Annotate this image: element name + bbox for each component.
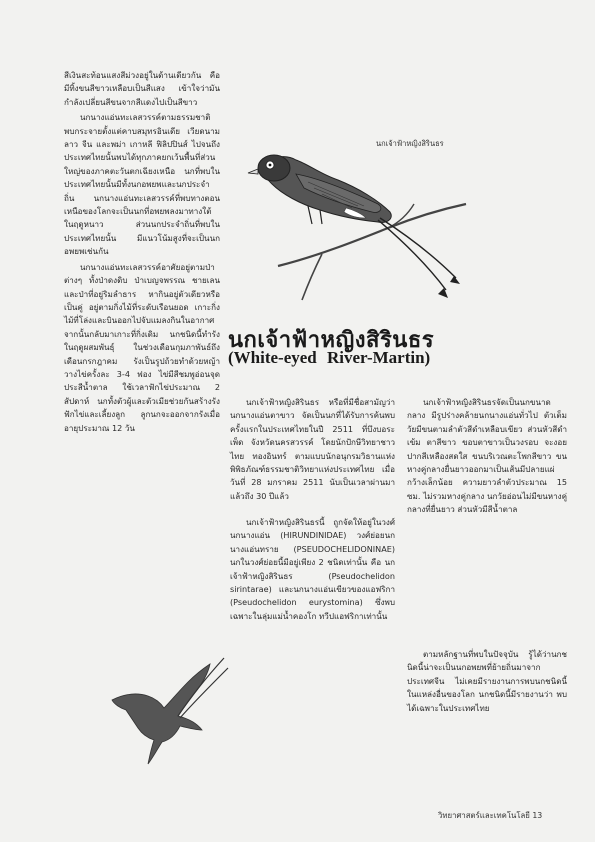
paragraph: สีเงินสะท้อนแสงสีม่วงอยู่ในด้านเดียวกัน คือ มีทิ้งขนสีขาวเหลือบเป็นสีแสง เข้าใจว่ามันกำลังเปลี่ยนสีขนจากสีแดงไปเป็นสีขาว: [64, 70, 220, 107]
left-text-column: [64, 69, 220, 435]
bird-silhouette-illustration: [104, 654, 232, 774]
right-text-column-top: [407, 396, 567, 517]
article-title-english: (White-eyed River-Martin): [228, 348, 431, 367]
paragraph: ตามหลักฐานที่พบในปัจจุบัน รู้ได้ว่านกชนิดนี้น่าจะเป็นนกอพยพที่ย้ายถิ่นมาจากประเทศจีน ไม่เคยมีรายงานการพบนกชนิดนี้ในแหล่งอื่นของโลก นกชนิดนี้มีรายงานว่า พบได้เฉพาะในประเทศไทย: [407, 649, 567, 713]
page-footer: วิทยาศาสตร์และเทคโนโลยี 13: [438, 811, 543, 820]
article-title-thai: นกเจ้าฟ้าหญิงสิรินธร: [228, 328, 435, 353]
paragraph: นกเจ้าฟ้าหญิงสิรินธรจัดเป็นนกขนาดกลาง มีรูปร่างคล้ายนกนางแอ่นทั่วไป ตัวเต็มวัยมีขนตามลำตัวสีดำเหลือบเขียว ส่วนหัวสีดำเข้ม ตาสีขาว ขอบตาขาวเป็นวงรอบ จะงอยปากสีเหลืองสดใส ขนบริเวณตะโพกสีขาว ขนหางคู่กลางยื่นยาวออกมาเป็นเส้นมีปลายแผ่กว้างเล็กน้อย ความยาวลำตัวประมาณ 15 ซม. ไม่รวมหางคู่กลาง นกวัยอ่อนไม่มีขนหางคู่กลางที่ยื่นยาว ส่วนหัวมีสีน้ำตาล: [407, 397, 567, 515]
right-text-column-bottom: [407, 648, 567, 715]
middle-text-column-bottom: [230, 516, 395, 623]
paragraph: นกเจ้าฟ้าหญิงสิรินธรนี้ ถูกจัดให้อยู่ในวงศ์นกนางแอ่น (HIRUNDINIDAE) วงศ์ย่อยนกนางแอ่นทราย (PSEUDOCHELIDONINAE) นกในวงศ์ย่อยนี้มีอยู่เพียง 2 ชนิดเท่านั้น คือ นกเจ้าฟ้าหญิงสิรินธร (Pseudochelidon sirintarae) และนกนางแอ่นเขียวของแอฟริกา (Pseudochelidon eurystomina) ซึ่งพบเฉพาะในลุ่มแม่น้ำคองโก ทวีปแอฟริกาเท่านั้น: [230, 517, 395, 621]
bird-caption: นกเจ้าฟ้าหญิงสิรินธร: [376, 139, 444, 148]
bird-illustration: [238, 148, 478, 312]
paragraph: นกนางแอ่นทะเลสวรรค์อาศัยอยู่ตามป่าต่างๆ ทั้งป่าดงดิบ ป่าเบญจพรรณ ชายเลนและป่าที่อยู่ริมลำธาร หากินอยู่ตัวเดียวหรือเป็นคู่ อยู่ตามกิ่งไม้ที่ระดับเรือนยอด เกาะกิ่งไม้ที่โล่งและบินออกไปจับแมลงกินในอากาศ จากนั้นกลับมาเกาะที่กิ่งเดิม นกชนิดนี้ทำรังในฤดูผสมพันธุ์ ในช่วงเดือนกุมภาพันธ์ถึงเดือนกรกฎาคม รังเป็นรูปถ้วยทำด้วยหญ้า วางไข่ครั้งละ 3-4 ฟอง ไข่มีสีชมพูอ่อนจุดประสีน้ำตาล ใช้เวลาฟักไข่ประมาณ 2 สัปดาห์ นกทั้งตัวผู้และตัวเมียช่วยกันสร้างรัง ฟักไข่และเลี้ยงลูก ลูกนกจะออกจากรังเมื่ออายุประมาณ 12 วัน: [64, 261, 220, 433]
paragraph: นกเจ้าฟ้าหญิงสิรินธร หรือที่มีชื่อสามัญว่า นกนางแอ่นตาขาว จัดเป็นนกที่ได้รับการค้นพบครั้งแรกในประเทศไทยในปี 2511 ที่บึงบอระเพ็ด จังหวัดนครสวรรค์ โดยนักปักษีวิทยาชาวไทย ทองอินทร์ ตามแบบนักอนุกรมวิธานแห่งพิพิธภัณฑ์ธรรมชาติวิทยาแห่งประเทศไทย เมื่อวันที่ 28 มกราคม 2511 นับเป็นเวลาผ่านมาแล้วถึง 30 ปีแล้ว: [230, 397, 395, 501]
middle-text-column-top: [230, 396, 395, 503]
paragraph: นกนางแอ่นทะเลสวรรค์ตามธรรมชาติพบกระจายตั้งแต่คาบสมุทรอินเดีย เวียดนาม ลาว จีน และพม่า เกาหลี ฟิลิปปินส์ ไปจนถึงประเทศไทยนั้นพบได้ทุกภาคยกเว้นพื้นที่ส่วนใหญ่ของภาคตะวันตกเฉียงเหนือ นกที่พบในประเทศไทยนั้นมีทั้งนกอพยพและนกประจำถิ่น นกนางแอ่นทะเลสวรรค์ที่พบทางตอนเหนือของโลกจะเป็นนกที่อพยพลงมาทางใต้ในฤดูหนาว ส่วนนกประจำถิ่นที่พบในประเทศไทยนั้น มีแนวโน้มสูงที่จะเป็นนกอพยพเช่นกัน: [64, 112, 220, 257]
